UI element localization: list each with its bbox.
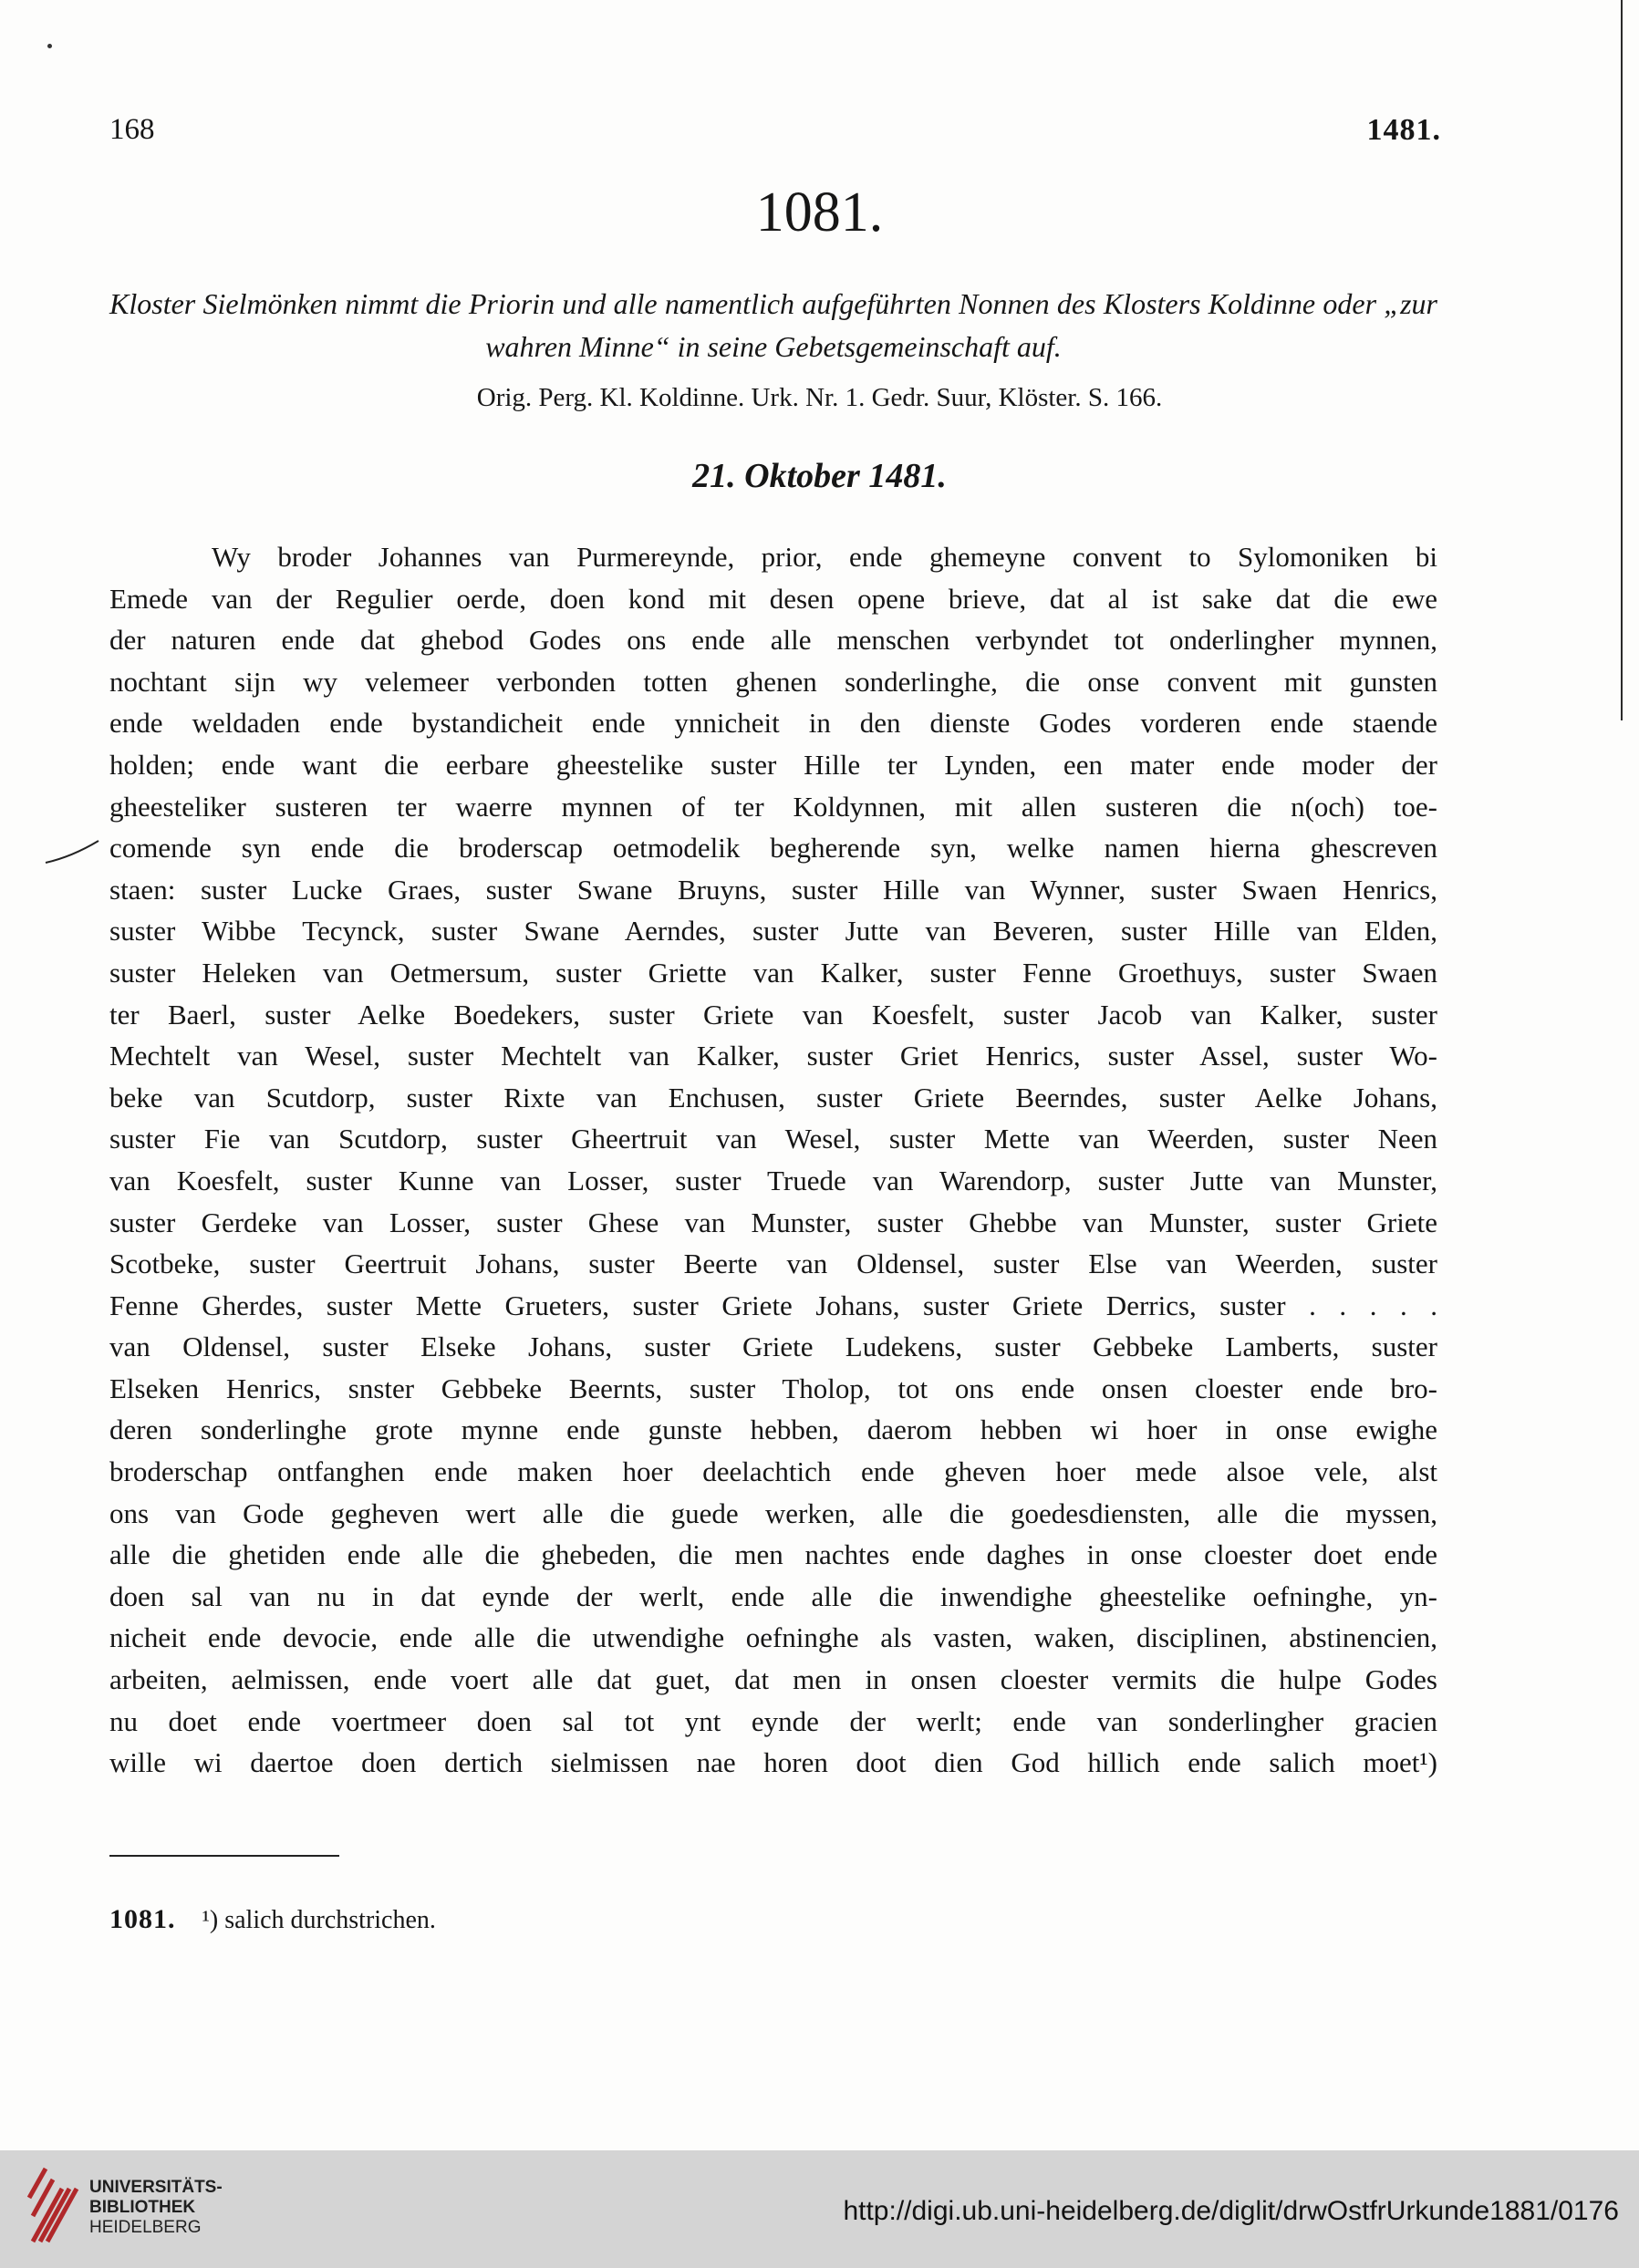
body-line: Mechtelt van Wesel, suster Mechtelt van Kalker, suster Griet Henrics, suster Assel, suster Wo- [109, 1040, 1437, 1072]
body-line: Fenne Gherdes, suster Mette Grueters, suster Griete Johans, suster Griete Derrics, suster . . . . . [109, 1289, 1437, 1321]
library-footer-bar [0, 2150, 1639, 2268]
body-line: holden; ende want die eerbare gheestelike suster Hille ter Lynden, een mater ende moder der [109, 748, 1437, 781]
body-line: staen: suster Lucke Graes, suster Swane Bruyns, suster Hille van Wynner, suster Swaen Henrics, [109, 873, 1437, 906]
body-line: Scotbeke, suster Geertruit Johans, suster Beerte van Oldensel, suster Else van Weerden, suster [109, 1248, 1437, 1280]
body-line: doen sal van nu in dat eynde der werlt, ende alle die inwendighe gheestelike oefninghe, yn- [109, 1579, 1437, 1612]
footnote-marker: ¹) [202, 1906, 219, 1934]
document-summary: Kloster Sielmönken nimmt die Priorin und alle namentlich aufgeführten Nonnen des Klosters Koldinne oder „zur wahren Minne“ in seine Gebetsgemeinschaft auf. [109, 287, 1437, 363]
body-line: arbeiten, aelmissen, ende voert alle dat guet, dat men in onsen cloester vermits die hulpe Godes [109, 1663, 1437, 1696]
body-line: alle die ghetiden ende alle die ghebeden, die men nachtes ende daghes in onse cloester doet ende [109, 1538, 1437, 1571]
body-line: deren sonderlinghe grote mynne ende gunste hebben, daerom hebben wi hoer in onse ewighe [109, 1414, 1437, 1446]
library-name [89, 2178, 223, 2238]
document-date: 21. Oktober 1481. [692, 457, 947, 495]
body-line: gheesteliker susteren ter waerre mynnen of ter Koldynnen, mit allen susteren die n(och) toe- [109, 790, 1437, 823]
body-line: suster Heleken van Oetmersum, suster Griette van Kalker, suster Fenne Groethuys, suster Swaen [109, 956, 1437, 989]
body-line: comende syn ende die broderscap oetmodelik begherende syn, welke namen hierna ghescreven [109, 832, 1437, 865]
running-year: 1481. [1366, 113, 1441, 147]
body-line: suster Fie van Scutdorp, suster Gheertruit van Wesel, suster Mette van Weerden, suster Neen [109, 1123, 1437, 1155]
body-line: ende weldaden ende bystandicheit ende ynnicheit in den dienste Godes vorderen ende staende [109, 707, 1437, 740]
footnote-text: salich durchstrichen. [224, 1906, 436, 1934]
margin-pencil-mark-icon [44, 839, 100, 865]
body-line: nu doet ende voertmeer doen sal tot ynt eynde der werlt; ende van sonderlingher gracien [109, 1704, 1437, 1737]
body-line: beke van Scutdorp, suster Rixte van Enchusen, suster Griete Beerndes, suster Aelke Johans, [109, 1081, 1437, 1113]
document-body-text [109, 536, 1437, 1784]
footnote-number: 1081. [109, 1904, 176, 1934]
library-name-line3: HEIDELBERG [89, 2218, 202, 2237]
source-reference: Orig. Perg. Kl. Koldinne. Urk. Nr. 1. Gedr. Suur, Klöster. S. 166. [476, 383, 1163, 412]
body-line: broderschap ontfanghen ende maken hoer deelachtich ende gheven hoer mede alsoe vele, alst [109, 1455, 1437, 1488]
document-url-link[interactable]: http://digi.ub.uni-heidelberg.de/diglit/drwOstfrUrkunde1881/0176 [843, 2196, 1619, 2226]
body-line: ter Baerl, suster Aelke Boedekers, suster Griete van Koesfelt, suster Jacob van Kalker, suster [109, 998, 1437, 1030]
library-name-line1: UNIVERSITÄTS- [89, 2178, 223, 2197]
footnote-rule [109, 1855, 339, 1857]
body-line: van Koesfelt, suster Kunne van Losser, suster Truede van Warendorp, suster Jutte van Munster, [109, 1164, 1437, 1196]
body-line: Emede van der Regulier oerde, doen kond mit desen opene brieve, dat al ist sake dat die ewe [109, 582, 1437, 615]
scan-speck [47, 44, 52, 48]
body-line: suster Wibbe Tecynck, suster Swane Aerndes, suster Jutte van Beveren, suster Hille van Elden, [109, 915, 1437, 948]
body-line: suster Gerdeke van Losser, suster Ghese van Munster, suster Ghebbe van Munster, suster Griete [109, 1206, 1437, 1238]
body-line: Elseken Henrics, snster Gebbeke Beernts, suster Tholop, tot ons ende onsen cloester ende bro- [109, 1372, 1437, 1404]
body-line: Wy broder Johannes van Purmereynde, prior, ende ghemeyne convent to Sylomoniken bi [212, 541, 1437, 573]
body-line: nicheit ende devocie, ende alle die utwendighe oefninghe als vasten, waken, disciplinen, abstinencien, [109, 1621, 1437, 1654]
page-number: 168 [109, 113, 155, 146]
ub-heidelberg-logo-icon [26, 2161, 80, 2252]
body-line: der naturen ende dat ghebod Godes ons ende alle menschen verbyndet tot onderlingher mynnen, [109, 624, 1437, 657]
body-line: wille wi daertoe doen dertich sielmissen nae horen doot dien God hillich ende salich moet¹) [109, 1746, 1437, 1779]
footnote [109, 1904, 436, 1935]
body-line: ons van Gode gegheven wert alle die guede werken, alle die goedesdiensten, alle die myssen, [109, 1496, 1437, 1529]
scan-edge-line [1621, 0, 1623, 720]
body-line: nochtant sijn wy velemeer verbonden totten ghenen sonderlinghe, die onse convent mit gunsten [109, 665, 1437, 698]
document-number: 1081. [755, 181, 884, 243]
library-name-line2: BIBLIOTHEK [89, 2198, 196, 2217]
body-line: van Oldensel, suster Elseke Johans, suster Griete Ludekens, suster Gebbeke Lamberts, suster [109, 1331, 1437, 1363]
